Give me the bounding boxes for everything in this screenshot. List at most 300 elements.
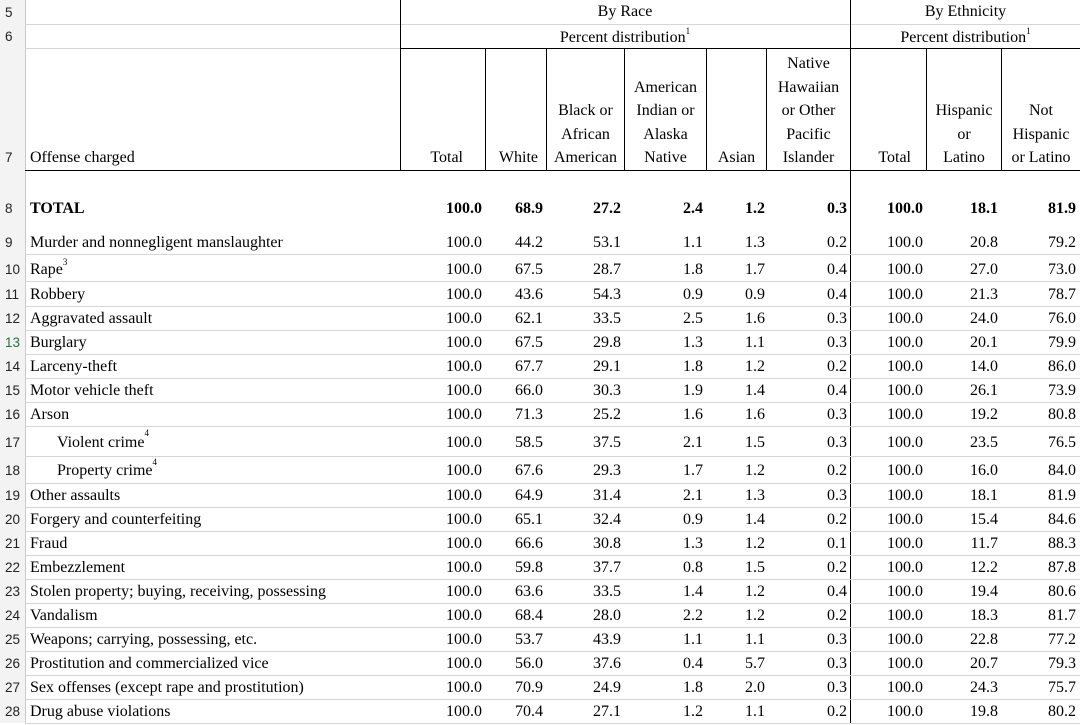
race-group-header: By Race bbox=[597, 3, 653, 20]
value-cell[interactable]: 100.0 bbox=[887, 286, 923, 303]
offense-cell[interactable] bbox=[25, 257, 400, 281]
row-number[interactable]: 5 bbox=[5, 5, 13, 20]
value-cell[interactable]: 15.4 bbox=[970, 511, 998, 528]
value-cell[interactable]: 84.0 bbox=[1048, 462, 1076, 479]
col-header-total bbox=[401, 50, 485, 170]
value-cell[interactable]: 0.4 bbox=[827, 261, 847, 278]
value-cell[interactable]: 59.8 bbox=[515, 559, 543, 576]
value-cell[interactable]: 43.6 bbox=[515, 286, 543, 303]
value-cell[interactable]: 1.4 bbox=[745, 511, 765, 528]
offense-label: Forgery and counterfeiting bbox=[30, 511, 202, 528]
value-cell[interactable]: 2.1 bbox=[683, 487, 703, 504]
ethnicity-group-header: By Ethnicity bbox=[924, 3, 1007, 20]
row-number[interactable]: 25 bbox=[5, 632, 21, 647]
hdr-line: American bbox=[553, 149, 618, 167]
value-cell[interactable]: 100.0 bbox=[446, 631, 482, 648]
value-cell[interactable]: 73.0 bbox=[1048, 261, 1076, 278]
value-cell[interactable]: 79.2 bbox=[1048, 234, 1076, 251]
footnote-marker: 1 bbox=[685, 26, 691, 36]
row-number[interactable]: 9 bbox=[5, 235, 13, 250]
value-cell[interactable]: 80.6 bbox=[1048, 583, 1076, 600]
value-cell[interactable]: 1.1 bbox=[683, 234, 703, 251]
value-cell[interactable]: 63.6 bbox=[515, 583, 543, 600]
row-number[interactable]: 12 bbox=[5, 311, 21, 326]
offense-label: Embezzlement bbox=[30, 559, 126, 576]
value-cell[interactable]: 1.4 bbox=[683, 583, 703, 600]
value-cell[interactable]: 70.4 bbox=[515, 703, 543, 720]
value-cell[interactable]: 65.1 bbox=[515, 511, 543, 528]
value-cell[interactable]: 1.3 bbox=[745, 234, 765, 251]
value-cell[interactable]: 100.0 bbox=[887, 607, 923, 624]
value-cell[interactable]: 100.0 bbox=[887, 487, 923, 504]
value-cell[interactable]: 1.2 bbox=[745, 583, 765, 600]
value-cell[interactable]: 0.4 bbox=[827, 382, 847, 399]
col-header-asian-text: Asian bbox=[717, 149, 756, 167]
offense-label: Robbery bbox=[30, 286, 86, 303]
offense-cell[interactable] bbox=[25, 378, 400, 402]
value-cell[interactable]: 81.9 bbox=[1048, 487, 1076, 504]
value-cell[interactable]: 100.0 bbox=[446, 511, 482, 528]
hdr-line: Alaska bbox=[643, 125, 688, 143]
value-cell[interactable]: 20.7 bbox=[970, 655, 998, 672]
value-cell[interactable]: 1.1 bbox=[745, 631, 765, 648]
value-cell[interactable]: 1.2 bbox=[683, 703, 703, 720]
race-subtitle-text: Percent distribution bbox=[559, 29, 686, 46]
row-number[interactable]: 21 bbox=[5, 536, 21, 551]
value-cell[interactable]: 28.7 bbox=[593, 261, 621, 278]
value-cell[interactable]: 100.0 bbox=[446, 358, 482, 375]
value-cell[interactable]: 100.0 bbox=[446, 487, 482, 504]
row-number[interactable]: 28 bbox=[5, 704, 21, 719]
row-number[interactable]: 26 bbox=[5, 656, 21, 671]
value-cell[interactable]: 77.2 bbox=[1048, 631, 1076, 648]
value-cell[interactable]: 1.5 bbox=[745, 434, 765, 451]
value-cell[interactable]: 33.5 bbox=[593, 583, 621, 600]
value-cell[interactable]: 29.3 bbox=[593, 462, 621, 479]
value-cell[interactable]: 43.9 bbox=[593, 631, 621, 648]
value-cell[interactable]: 100.0 bbox=[446, 261, 482, 278]
offense-label: Aggravated assault bbox=[30, 310, 153, 327]
hdr-line: Black or bbox=[558, 102, 613, 120]
value-cell[interactable]: 53.7 bbox=[515, 631, 543, 648]
value-cell[interactable]: 1.3 bbox=[745, 487, 765, 504]
value-cell[interactable]: 1.2 bbox=[745, 462, 765, 479]
value-cell[interactable]: 5.7 bbox=[745, 655, 765, 672]
hdr-line: Hispanic bbox=[935, 102, 993, 120]
offense-cell[interactable] bbox=[25, 555, 400, 579]
value-cell[interactable]: 100.0 bbox=[887, 679, 923, 696]
value-cell[interactable]: 0.3 bbox=[827, 334, 847, 351]
value-cell[interactable]: 1.6 bbox=[745, 310, 765, 327]
value-cell[interactable]: 1.1 bbox=[745, 703, 765, 720]
value-cell[interactable]: 58.5 bbox=[515, 434, 543, 451]
value-cell[interactable]: 66.0 bbox=[515, 382, 543, 399]
value-cell[interactable]: 19.2 bbox=[970, 406, 998, 423]
value-cell[interactable]: 20.1 bbox=[970, 334, 998, 351]
hdr-line: Hawaiian bbox=[777, 78, 840, 96]
value-cell[interactable]: 0.4 bbox=[827, 583, 847, 600]
value-cell[interactable]: 22.8 bbox=[970, 631, 998, 648]
value-cell[interactable]: 1.6 bbox=[745, 406, 765, 423]
value-cell[interactable]: 1.8 bbox=[683, 679, 703, 696]
value-cell[interactable]: 100.0 bbox=[446, 703, 482, 720]
offense-label: TOTAL bbox=[30, 200, 85, 217]
value-cell[interactable]: 31.4 bbox=[593, 487, 621, 504]
hdr-line: Native bbox=[644, 149, 687, 167]
value-cell[interactable]: 100.0 bbox=[446, 679, 482, 696]
offense-label: Vandalism bbox=[30, 607, 98, 624]
col-header-nhopi bbox=[767, 50, 850, 170]
value-cell[interactable]: 11.7 bbox=[970, 535, 998, 552]
value-cell[interactable]: 71.3 bbox=[515, 406, 543, 423]
grid-line bbox=[25, 24, 1080, 25]
row-number[interactable]: 27 bbox=[5, 680, 21, 695]
value-cell[interactable]: 81.7 bbox=[1048, 607, 1076, 624]
value-cell[interactable]: 0.9 bbox=[683, 511, 703, 528]
value-cell[interactable]: 32.4 bbox=[593, 511, 621, 528]
value-cell[interactable]: 100.0 bbox=[446, 234, 482, 251]
value-cell[interactable]: 79.9 bbox=[1048, 334, 1076, 351]
offense-label: Murder and nonnegligent manslaughter bbox=[30, 234, 283, 251]
value-cell[interactable]: 0.4 bbox=[683, 655, 703, 672]
value-cell[interactable]: 62.1 bbox=[515, 310, 543, 327]
offense-label: Prostitution and commercialized vice bbox=[30, 655, 269, 672]
row-number[interactable]: 11 bbox=[5, 287, 20, 302]
value-cell[interactable]: 2.5 bbox=[683, 310, 703, 327]
row-number[interactable]: 13 bbox=[5, 335, 21, 350]
value-cell[interactable]: 80.2 bbox=[1048, 703, 1076, 720]
value-cell[interactable]: 1.3 bbox=[683, 334, 703, 351]
offense-label: Sex offenses (except rape and prostitution) bbox=[30, 679, 304, 696]
value-cell[interactable]: 1.7 bbox=[745, 261, 765, 278]
value-cell[interactable]: 0.2 bbox=[827, 462, 847, 479]
hdr-line: African bbox=[561, 125, 610, 143]
value-cell[interactable]: 67.6 bbox=[515, 462, 543, 479]
value-cell[interactable]: 0.2 bbox=[827, 703, 847, 720]
value-cell[interactable]: 1.3 bbox=[683, 535, 703, 552]
value-cell[interactable]: 0.3 bbox=[827, 200, 847, 217]
hdr-line: Pacific bbox=[786, 125, 831, 143]
value-cell[interactable]: 25.2 bbox=[593, 406, 621, 423]
value-cell[interactable]: 27.1 bbox=[593, 703, 621, 720]
footnote-marker: 3 bbox=[62, 257, 68, 267]
offense-cell[interactable] bbox=[25, 603, 400, 627]
value-cell[interactable]: 37.6 bbox=[593, 655, 621, 672]
offense-cell[interactable] bbox=[25, 579, 400, 603]
value-cell[interactable]: 27.2 bbox=[593, 200, 621, 217]
footnote-marker: 1 bbox=[1026, 26, 1031, 36]
value-cell[interactable]: 54.3 bbox=[593, 286, 621, 303]
value-cell[interactable]: 0.2 bbox=[827, 559, 847, 576]
value-cell[interactable]: 1.1 bbox=[745, 334, 765, 351]
value-cell[interactable]: 100.0 bbox=[446, 535, 482, 552]
col-header-asian bbox=[707, 50, 766, 170]
value-cell[interactable]: 100.0 bbox=[446, 286, 482, 303]
row-number[interactable]: 10 bbox=[5, 262, 21, 277]
value-cell[interactable]: 24.0 bbox=[970, 310, 998, 327]
value-cell[interactable]: 100.0 bbox=[887, 583, 923, 600]
value-cell[interactable]: 100.0 bbox=[446, 559, 482, 576]
row-number[interactable]: 7 bbox=[5, 150, 13, 165]
value-cell[interactable]: 67.5 bbox=[515, 261, 543, 278]
row-number[interactable]: 22 bbox=[5, 560, 21, 575]
value-cell[interactable]: 20.8 bbox=[970, 234, 998, 251]
value-cell[interactable]: 27.0 bbox=[970, 261, 998, 278]
hdr-line: Latino bbox=[943, 149, 985, 167]
value-cell[interactable]: 0.3 bbox=[827, 655, 847, 672]
row-number[interactable]: 15 bbox=[5, 383, 21, 398]
value-cell[interactable]: 37.5 bbox=[593, 434, 621, 451]
offense-cell[interactable] bbox=[25, 651, 400, 675]
value-cell[interactable]: 100.0 bbox=[446, 583, 482, 600]
value-cell[interactable]: 2.4 bbox=[683, 200, 703, 217]
col-header-not-hispanic bbox=[1002, 50, 1080, 170]
value-cell[interactable]: 0.2 bbox=[827, 234, 847, 251]
value-cell[interactable]: 19.8 bbox=[970, 703, 998, 720]
value-cell[interactable]: 1.8 bbox=[683, 358, 703, 375]
value-cell[interactable]: 1.2 bbox=[745, 358, 765, 375]
value-cell[interactable]: 100.0 bbox=[887, 703, 923, 720]
row-number[interactable]: 14 bbox=[5, 359, 21, 374]
grid-line bbox=[25, 723, 1080, 724]
grid-line bbox=[25, 426, 1080, 427]
value-cell[interactable]: 100.0 bbox=[887, 559, 923, 576]
grid-line bbox=[25, 48, 400, 49]
value-cell[interactable]: 56.0 bbox=[515, 655, 543, 672]
value-cell[interactable]: 80.8 bbox=[1048, 406, 1076, 423]
value-cell[interactable]: 0.3 bbox=[827, 434, 847, 451]
value-cell[interactable]: 100.0 bbox=[446, 200, 482, 217]
value-cell[interactable]: 14.0 bbox=[970, 358, 998, 375]
value-cell[interactable]: 1.5 bbox=[745, 559, 765, 576]
value-cell[interactable]: 100.0 bbox=[887, 234, 923, 251]
value-cell[interactable]: 44.2 bbox=[515, 234, 543, 251]
offense-cell[interactable] bbox=[25, 699, 400, 723]
hdr-line: or bbox=[957, 125, 971, 143]
offense-label: Stolen property; buying, receiving, possessing bbox=[30, 583, 326, 600]
offense-label: Drug abuse violations bbox=[30, 703, 171, 720]
col-header-hispanic bbox=[927, 50, 1001, 170]
value-cell[interactable]: 18.1 bbox=[970, 487, 998, 504]
hdr-line: Hispanic bbox=[1012, 125, 1070, 143]
value-cell[interactable]: 12.2 bbox=[970, 559, 998, 576]
value-cell[interactable]: 100.0 bbox=[887, 382, 923, 399]
offense-cell[interactable] bbox=[25, 675, 400, 699]
value-cell[interactable]: 1.2 bbox=[745, 200, 765, 217]
value-cell[interactable]: 67.7 bbox=[515, 358, 543, 375]
offense-label: Arson bbox=[30, 406, 70, 423]
col-header-total-text: Total bbox=[430, 149, 463, 167]
hdr-line: Islander bbox=[782, 149, 835, 167]
offense-cell[interactable] bbox=[25, 531, 400, 555]
value-cell[interactable]: 0.3 bbox=[827, 631, 847, 648]
value-cell[interactable]: 100.0 bbox=[887, 261, 923, 278]
value-cell[interactable]: 16.0 bbox=[970, 462, 998, 479]
offense-cell[interactable] bbox=[25, 306, 400, 330]
value-cell[interactable]: 19.4 bbox=[970, 583, 998, 600]
value-cell[interactable]: 1.6 bbox=[683, 406, 703, 423]
value-cell[interactable]: 0.3 bbox=[827, 487, 847, 504]
value-cell[interactable]: 0.2 bbox=[827, 358, 847, 375]
value-cell[interactable]: 0.2 bbox=[827, 607, 847, 624]
value-cell[interactable]: 100.0 bbox=[446, 462, 482, 479]
offense-label: Motor vehicle theft bbox=[30, 382, 154, 399]
value-cell[interactable]: 84.6 bbox=[1048, 511, 1076, 528]
row-number[interactable]: 16 bbox=[5, 407, 21, 422]
value-cell[interactable]: 100.0 bbox=[887, 334, 923, 351]
row-number[interactable]: 23 bbox=[5, 584, 21, 599]
value-cell[interactable]: 1.7 bbox=[683, 462, 703, 479]
value-cell[interactable]: 78.7 bbox=[1048, 286, 1076, 303]
hdr-line: Native bbox=[787, 55, 830, 73]
value-cell[interactable]: 2.1 bbox=[683, 434, 703, 451]
value-cell[interactable]: 100.0 bbox=[887, 535, 923, 552]
value-cell[interactable]: 1.2 bbox=[745, 535, 765, 552]
hdr-line: Indian or bbox=[636, 102, 695, 120]
value-cell[interactable]: 0.9 bbox=[683, 286, 703, 303]
offense-cell[interactable] bbox=[25, 230, 400, 254]
value-cell[interactable]: 100.0 bbox=[446, 655, 482, 672]
value-cell[interactable]: 68.9 bbox=[515, 200, 543, 217]
value-cell[interactable]: 76.5 bbox=[1048, 434, 1076, 451]
value-cell[interactable]: 67.5 bbox=[515, 334, 543, 351]
value-cell[interactable]: 75.7 bbox=[1048, 679, 1076, 696]
row-number[interactable]: 17 bbox=[5, 435, 21, 450]
value-cell[interactable]: 100.0 bbox=[887, 511, 923, 528]
value-cell[interactable]: 100.0 bbox=[887, 462, 923, 479]
value-cell[interactable]: 100.0 bbox=[887, 434, 923, 451]
offense-cell[interactable] bbox=[25, 428, 400, 456]
row-number[interactable]: 19 bbox=[5, 488, 21, 503]
value-cell[interactable]: 100.0 bbox=[446, 382, 482, 399]
col-header-eth-total-text: Total bbox=[878, 149, 911, 167]
value-cell[interactable]: 0.9 bbox=[745, 286, 765, 303]
value-cell[interactable]: 29.8 bbox=[593, 334, 621, 351]
ethnicity-subtitle bbox=[851, 26, 1080, 50]
row-number[interactable]: 20 bbox=[5, 512, 21, 527]
value-cell[interactable]: 100.0 bbox=[446, 607, 482, 624]
col-header-offense bbox=[25, 50, 400, 170]
offense-label: Fraud bbox=[30, 535, 68, 552]
value-cell[interactable]: 100.0 bbox=[446, 310, 482, 327]
offense-cell[interactable] bbox=[25, 507, 400, 531]
value-cell[interactable]: 0.8 bbox=[683, 559, 703, 576]
value-cell[interactable]: 0.4 bbox=[827, 286, 847, 303]
footnote-marker: 4 bbox=[144, 428, 149, 438]
value-cell[interactable]: 24.3 bbox=[970, 679, 998, 696]
value-cell[interactable]: 68.4 bbox=[515, 607, 543, 624]
value-cell[interactable]: 2.2 bbox=[683, 607, 703, 624]
race-subtitle bbox=[400, 26, 850, 50]
value-cell[interactable]: 70.9 bbox=[515, 679, 543, 696]
offense-label: Other assaults bbox=[30, 487, 121, 504]
value-cell[interactable]: 0.2 bbox=[827, 511, 847, 528]
value-cell[interactable]: 1.2 bbox=[745, 607, 765, 624]
value-cell[interactable]: 86.0 bbox=[1048, 358, 1076, 375]
value-cell[interactable]: 100.0 bbox=[887, 655, 923, 672]
value-cell[interactable]: 21.3 bbox=[970, 286, 998, 303]
grid-line bbox=[25, 254, 1080, 255]
offense-label: Rape bbox=[30, 261, 63, 278]
offense-cell[interactable] bbox=[25, 402, 400, 426]
value-cell[interactable]: 100.0 bbox=[446, 434, 482, 451]
value-cell[interactable]: 66.6 bbox=[515, 535, 543, 552]
value-cell[interactable]: 23.5 bbox=[970, 434, 998, 451]
offense-cell[interactable] bbox=[25, 627, 400, 651]
value-cell[interactable]: 26.1 bbox=[970, 382, 998, 399]
offense-cell[interactable] bbox=[25, 330, 400, 354]
value-cell[interactable]: 64.9 bbox=[515, 487, 543, 504]
hdr-line: American bbox=[633, 78, 698, 96]
value-cell[interactable]: 100.0 bbox=[887, 406, 923, 423]
value-cell[interactable]: 1.9 bbox=[683, 382, 703, 399]
value-cell[interactable]: 24.9 bbox=[593, 679, 621, 696]
value-cell[interactable]: 87.8 bbox=[1048, 559, 1076, 576]
footnote-marker: 4 bbox=[152, 457, 158, 467]
header-rule bbox=[25, 170, 1080, 171]
value-cell[interactable]: 88.3 bbox=[1048, 535, 1076, 552]
hdr-line: or Latino bbox=[1011, 149, 1071, 167]
value-cell[interactable]: 33.5 bbox=[593, 310, 621, 327]
value-cell[interactable]: 0.3 bbox=[827, 679, 847, 696]
value-cell[interactable]: 100.0 bbox=[446, 406, 482, 423]
offense-cell[interactable] bbox=[25, 354, 400, 378]
value-cell[interactable]: 100.0 bbox=[887, 200, 923, 217]
value-cell[interactable]: 79.3 bbox=[1048, 655, 1076, 672]
hdr-line: Not bbox=[1029, 102, 1053, 120]
value-cell[interactable]: 100.0 bbox=[887, 358, 923, 375]
offense-label: Violent crime bbox=[57, 434, 145, 451]
row-number[interactable]: 18 bbox=[5, 463, 21, 478]
row-number[interactable]: 6 bbox=[5, 29, 13, 44]
value-cell[interactable]: 100.0 bbox=[446, 334, 482, 351]
row-number[interactable]: 8 bbox=[5, 201, 13, 216]
value-cell[interactable]: 1.4 bbox=[745, 382, 765, 399]
value-cell[interactable]: 28.0 bbox=[593, 607, 621, 624]
eth-subtitle-text: Percent distribution bbox=[900, 29, 1027, 46]
row-number[interactable]: 24 bbox=[5, 608, 21, 623]
value-cell[interactable]: 81.9 bbox=[1048, 200, 1076, 217]
value-cell[interactable]: 0.1 bbox=[827, 535, 847, 552]
col-header-white-text: White bbox=[498, 149, 538, 167]
hdr-line: or Other bbox=[781, 102, 836, 120]
col-header-eth-total bbox=[851, 50, 926, 170]
value-cell[interactable]: 1.1 bbox=[683, 631, 703, 648]
value-cell[interactable]: 18.3 bbox=[970, 607, 998, 624]
value-cell[interactable]: 1.8 bbox=[683, 261, 703, 278]
offense-cell[interactable] bbox=[25, 483, 400, 507]
value-cell[interactable]: 53.1 bbox=[593, 234, 621, 251]
col-header-aian bbox=[625, 50, 706, 170]
value-cell[interactable]: 37.7 bbox=[593, 559, 621, 576]
value-cell[interactable]: 0.3 bbox=[827, 310, 847, 327]
offense-cell[interactable] bbox=[25, 282, 400, 306]
value-cell[interactable]: 2.0 bbox=[745, 679, 765, 696]
value-cell[interactable]: 29.1 bbox=[593, 358, 621, 375]
value-cell[interactable]: 18.1 bbox=[970, 200, 998, 217]
value-cell[interactable]: 100.0 bbox=[887, 631, 923, 648]
offense-label: Burglary bbox=[30, 334, 87, 351]
value-cell[interactable]: 73.9 bbox=[1048, 382, 1076, 399]
value-cell[interactable]: 30.8 bbox=[593, 535, 621, 552]
value-cell[interactable]: 30.3 bbox=[593, 382, 621, 399]
value-cell[interactable]: 0.3 bbox=[827, 406, 847, 423]
offense-cell[interactable] bbox=[25, 457, 400, 483]
value-cell[interactable]: 100.0 bbox=[887, 310, 923, 327]
col-header-white bbox=[486, 50, 546, 170]
offense-cell[interactable] bbox=[25, 193, 400, 223]
value-cell[interactable]: 76.0 bbox=[1048, 310, 1076, 327]
